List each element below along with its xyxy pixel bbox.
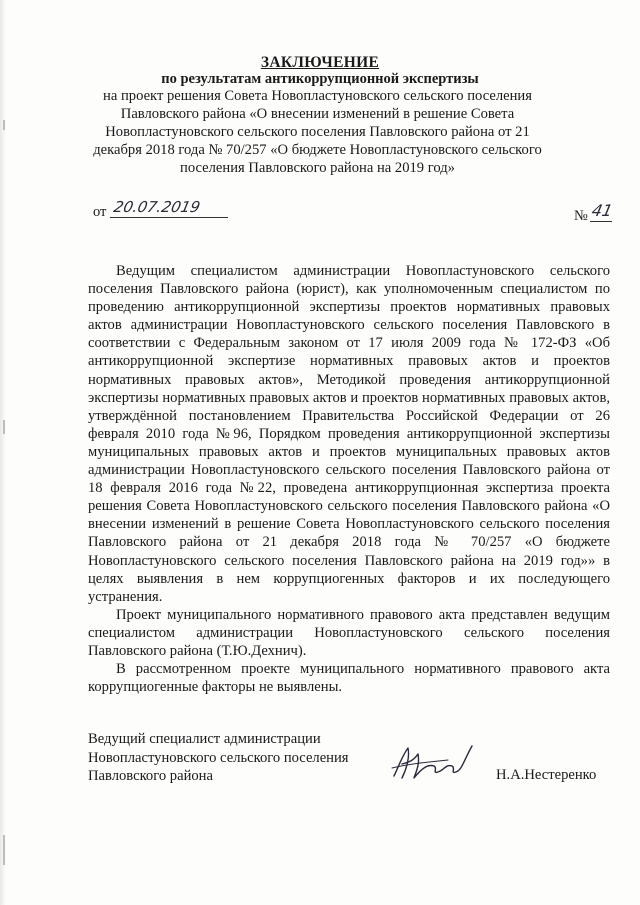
document-subtitle: по результатам антикоррупционной экспертизы (161, 71, 479, 87)
scan-edge-mark (3, 420, 5, 434)
scan-edge-mark (3, 120, 5, 130)
document-subject: на проект решения Совета Новопластуновского сельского поселения Павловского района «О внесении изменений в решение Совета Новопластуновского сельского поселения Павловского района от 21 декабря 2018 года № 70/257 «О бюджете Новопластуновского сельского поселения Павловского района на 2019 год» (93, 88, 542, 176)
scan-left-edge (0, 0, 6, 905)
number-underline (590, 221, 612, 222)
position-line: Павловского района (88, 768, 213, 784)
scan-edge-mark (3, 835, 5, 865)
handwritten-number: 41 (589, 201, 615, 220)
handwritten-signature (388, 738, 480, 786)
body-paragraph: Проект муниципального нормативного правового акта представлен ведущим специалистом администрации Новопластуновского сельского поселения Павловского района (Т.Ю.Дехнич). (88, 606, 610, 659)
signatory-position (88, 730, 349, 786)
signer-name: Н.А.Нестеренко (496, 767, 597, 783)
date-underline (110, 217, 228, 218)
date-label: от (93, 204, 107, 220)
body-paragraph: В рассмотренном проекте муниципального нормативного правового акта коррупциогенные факторы не выявлены. (88, 661, 610, 696)
body-paragraph: Ведущим специалистом администрации Новопластуновского сельского поселения Павловского района (юрист), как уполномоченным специалистом по проведению антикоррупционной экспертизы проектов нормативных правовых актов администрации Новопластуновского сельского поселения Павловского в соответствии с Федеральным законом от 17 июля 2009 года № 172-ФЗ «Об антикоррупционной экспертизе нормативных правовых актов и проектов нормативных правовых актов», Методикой проведения антикоррупционной экспертизы нормативных правовых актов и проектов нормативных правовых актов, утверждённой постановлением Правительства Российской Федерации от 26 февраля 2010 года №96, Порядком проведения антикоррупционной экспертизы муниципальных правовых актов и проектов муниципальных правовых актов администрации Новопластуновского сельского поселения Павловского района от 18 февраля 2016 года №22, проведена антикоррупционная экспертиза проекта решения Совета Новопластуновского сельского поселения Павловского района «О внесении изменений в решение Совета Новопластуновского сельского поселения Павловского района от 21 декабря 2018 года № 70/257 «О бюджете Новопластуновского сельского поселения Павловского района на 2019 год»» в целях выявления в нем коррупциогенных факторов и их последующего устранения. (88, 263, 610, 605)
number-label: № (574, 208, 588, 224)
document-title: ЗАКЛЮЧЕНИЕ (260, 54, 380, 71)
document-body (88, 262, 610, 696)
handwritten-date: 20.07.2019 (112, 198, 202, 216)
position-line: Ведущий специалист администрации (88, 731, 321, 747)
position-line: Новопластуновского сельского поселения (88, 749, 349, 766)
